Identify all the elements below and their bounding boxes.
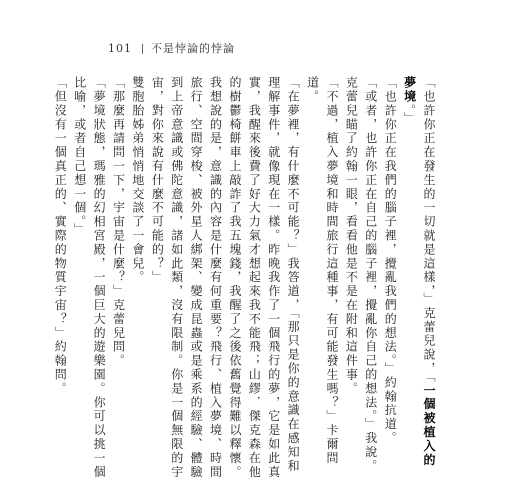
paragraph: 「不過，植入夢境和時間旅行這種事，有可能發生嗎？」卡爾問道。: [305, 76, 339, 466]
paragraph: 「夢境狀態，瑪雅的幻相宮殿，一個巨大的遊樂園。你可以挑一個比喻，或者自己想一個。」: [72, 76, 107, 480]
paragraph: 「或者，也許你正在自己的腦子裡，攪亂你自己的想法。」我說。: [363, 76, 378, 474]
vertical-text-body: [53, 76, 438, 480]
emphasis: 一個被植入的夢境: [402, 76, 436, 468]
paragraph: 「在夢裡，有什麼不可能？」我答道，「那只是你的意識在感知和理解事件，就像現在一樣。昨晚我作了一個飛行的夢，它是如此真實，我醒來後費了好大力氣才想起來我不能飛；山繆．傑克森在他的樹鬱椅餅車上敲詐了我五塊錢，我醒了之後依舊覺得難以釋懷。我想說的是，意識的內容是什麼有何重要？飛行、植入夢境、時間旅行、空間穿梭、被外星人綁架、變成昆蟲或是乘系的經驗、體驗到上帝意識或佛陀意識，諸如此類，沒有限制。你是一個無限的宇宙，對你來說有什麼不可能的？」: [150, 76, 301, 480]
paragraph: 「但沒有一個真正的、實際的物質宇宙？」約翰問。: [53, 76, 68, 396]
paragraph: 克蕾兒瞄了約翰一眼，看看他是不是在附和這件事。: [344, 76, 359, 396]
paragraph: 「也許你正在發生的一切就是這樣，」克蕾兒說，「一個被植入的夢境。」: [402, 76, 436, 468]
paragraph: 「那麼再請問一下，宇宙是什麼？」克蕾兒問。: [111, 76, 126, 368]
paragraph: 「也許你正在我們的腦子裡，攪亂我們的想法。」約翰抗道。: [383, 76, 398, 446]
header-divider: [142, 44, 143, 54]
running-header: [108, 40, 235, 56]
book-title: 不是悖論的悖論: [151, 42, 235, 55]
page-number: 101: [108, 42, 132, 55]
paragraph: 雙胞胎姊弟悄悄地交談了一會兒。: [130, 76, 145, 285]
